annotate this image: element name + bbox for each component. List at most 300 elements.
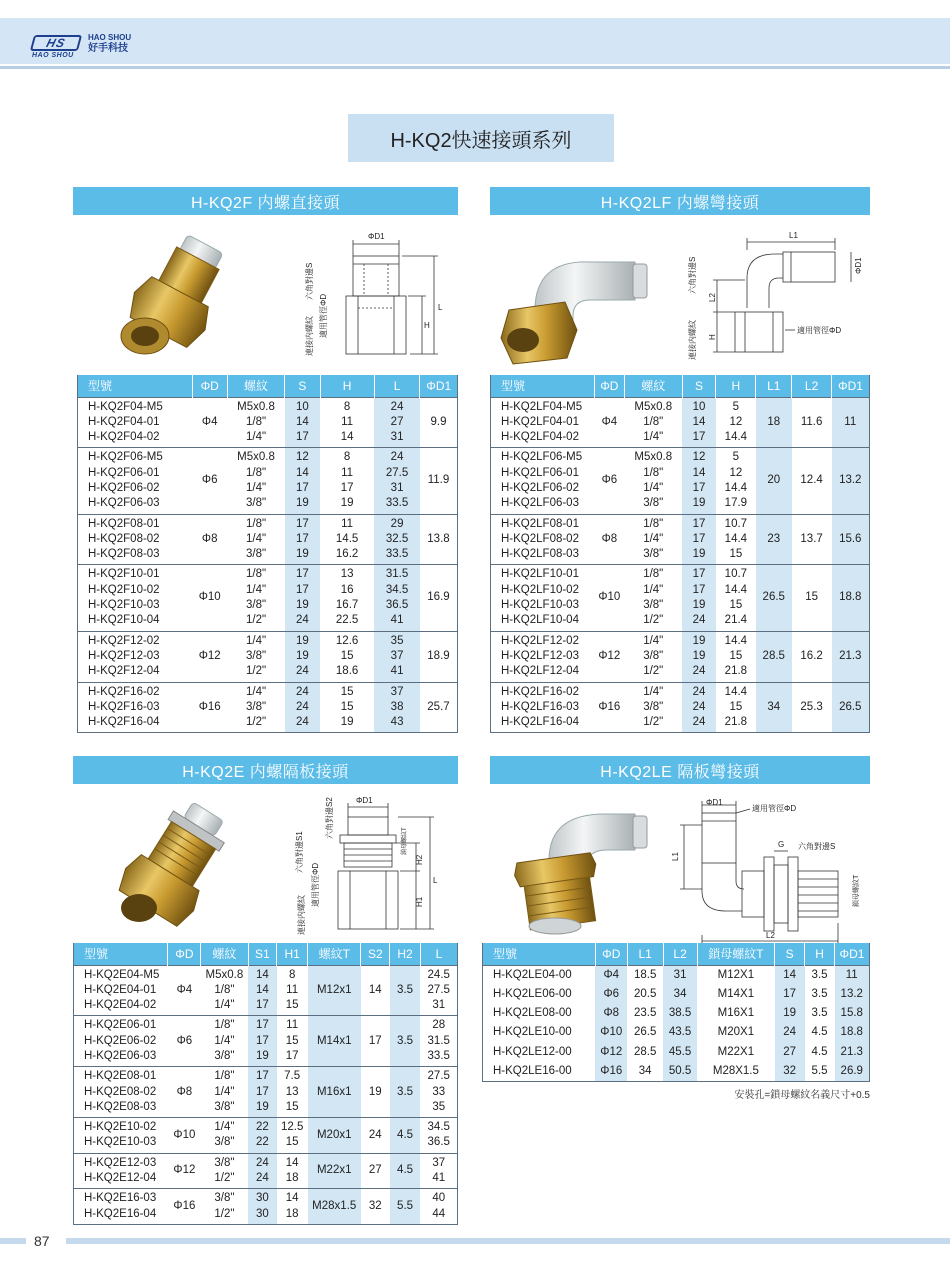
h-cell-line: 15	[729, 700, 743, 713]
thread-cell-line: 3/8"	[214, 1156, 235, 1169]
s-cell-line: 17	[295, 431, 309, 444]
kq2le-dim-l1: L1	[671, 852, 680, 861]
model-cell-line: H-KQ2F06-01	[88, 466, 160, 479]
model-cell-line: H-KQ2LF16-04	[501, 716, 579, 729]
s-cell	[682, 448, 716, 514]
l-cell-line: 29	[390, 517, 404, 530]
model-cell-line: H-KQ2LF04-M5	[501, 400, 583, 413]
kq2e-col-header: L	[420, 943, 457, 965]
s-cell-line: 24	[295, 685, 309, 698]
bore-cell: Φ4	[594, 397, 624, 448]
kq2le-dim-tube: 適用管徑ΦD	[752, 804, 797, 813]
bore-cell: Φ4	[192, 397, 227, 448]
model-cell-line: H-KQ2F08-03	[88, 548, 160, 561]
bore-cell: Φ16	[595, 1062, 627, 1082]
kq2e-col-header: 螺紋	[201, 943, 248, 965]
thread-cell-line: 1/8"	[245, 568, 267, 581]
s1-cell-line: 17	[255, 1034, 269, 1047]
nut-thread-cell: M14x1	[308, 1016, 361, 1067]
kq2f-dim-hex: 六角對邊S	[305, 262, 314, 300]
kq2e-spec-table	[73, 943, 458, 1225]
kq2le-col-header: H	[805, 943, 835, 965]
l2-cell: 34	[663, 985, 697, 1004]
h-cell-line: 11	[341, 517, 354, 530]
table-row	[491, 631, 870, 682]
table-row	[491, 514, 870, 565]
s-cell-line: 17	[692, 568, 706, 581]
l-cell-line: 41	[432, 1172, 446, 1185]
model-cell-line: H-KQ2E06-02	[84, 1034, 157, 1047]
l-cell-line: 28	[432, 1019, 446, 1032]
l-cell	[374, 397, 420, 448]
kq2f-col-header: H	[320, 375, 374, 397]
model-cell-line: H-KQ2E16-03	[84, 1192, 157, 1205]
thread-cell-line: 1/8"	[245, 466, 267, 479]
s1-cell-line: 19	[255, 1049, 269, 1062]
s-cell-line: 17	[295, 481, 309, 494]
l2-cell: 38.5	[663, 1004, 697, 1023]
s-cell	[285, 514, 320, 565]
thread-cell	[201, 1189, 248, 1225]
thread-cell-line: 1/4"	[214, 1121, 235, 1134]
model-cell-line: H-KQ2F04-02	[88, 431, 160, 444]
h1-cell	[277, 1189, 308, 1225]
model-cell-line: H-KQ2E08-02	[84, 1085, 157, 1098]
thread-cell	[624, 631, 682, 682]
l-cell-line: 34.5	[385, 583, 409, 596]
l-cell-line: 36.5	[385, 599, 409, 612]
kq2lf-col-header: S	[682, 375, 716, 397]
l-cell	[420, 1153, 457, 1189]
s-cell-line: 19	[692, 634, 706, 647]
d1-cell: 26.5	[832, 682, 870, 733]
h2-cell: 4.5	[390, 1153, 421, 1189]
model-cell-line: H-KQ2LF16-02	[501, 685, 579, 698]
model-cell-line: H-KQ2LF10-01	[501, 568, 579, 581]
thread-cell-line: M5x0.8	[634, 451, 673, 464]
l-cell	[374, 631, 420, 682]
footer-line-left	[0, 1238, 26, 1244]
kq2le-col-header: 型號	[483, 943, 596, 965]
thread-cell-line: 1/8"	[214, 1019, 235, 1032]
l1-cell: 18.5	[627, 965, 663, 985]
h1-cell-line: 15	[285, 1136, 299, 1149]
model-cell-line: H-KQ2F08-01	[88, 517, 160, 530]
s-cell-line: 24	[692, 700, 706, 713]
bore-cell: Φ16	[192, 682, 227, 733]
l-cell-line: 37	[390, 649, 404, 662]
s-cell-line: 17	[692, 532, 706, 545]
h-cell-line: 14.4	[724, 583, 748, 596]
model-cell-line: H-KQ2F10-04	[88, 614, 160, 627]
l-cell-line: 24	[390, 451, 404, 464]
h1-cell-line: 15	[285, 999, 299, 1012]
thread-cell-line: 1/8"	[643, 466, 664, 479]
model-cell-line: H-KQ2E04-01	[84, 983, 157, 996]
s-cell-line: 14	[295, 466, 309, 479]
model-cell-line: H-KQ2F04-01	[88, 415, 160, 428]
h-cell-line: 19	[340, 497, 354, 510]
kq2e-col-header: H2	[390, 943, 421, 965]
kq2e-col-header: ΦD	[168, 943, 201, 965]
l-cell-line: 33.5	[427, 1049, 450, 1062]
s1-cell-line: 24	[255, 1172, 269, 1185]
footer-line-right	[66, 1238, 950, 1244]
d1-cell: 21.3	[832, 631, 870, 682]
kq2le-col-header: ΦD	[595, 943, 627, 965]
thread-cell-line: 1/4"	[643, 481, 664, 494]
model-cell	[491, 682, 595, 733]
kq2e-dim-h2: H2	[415, 854, 424, 865]
s-cell-line: 19	[692, 649, 706, 662]
s-cell-line: 19	[295, 649, 309, 662]
s-cell-line: 19	[295, 599, 309, 612]
h-cell-line: 12	[729, 466, 743, 479]
thread-cell-line: 1/8"	[214, 1070, 235, 1083]
model-cell	[74, 1067, 168, 1118]
thread-cell-line: 1/8"	[245, 415, 267, 428]
h-cell-line: 14.4	[724, 685, 748, 698]
kq2le-col-header: L2	[663, 943, 697, 965]
s1-cell-line: 14	[255, 983, 269, 996]
kq2e-dim-hex2: 六角對邊S2	[325, 797, 334, 839]
h-cell-line: 14.5	[335, 532, 359, 545]
h-cell-line: 18.6	[335, 665, 359, 678]
h-cell-line: 15	[729, 599, 743, 612]
model-cell	[491, 397, 595, 448]
logo-sub: HAO SHOU	[32, 52, 74, 59]
s-cell-line: 17	[692, 517, 706, 530]
kq2lf-dim-hex: 六角對邊S	[688, 256, 697, 294]
l-cell-line: 31	[432, 999, 446, 1012]
kq2f-dim-tube: 適用管徑ΦD	[319, 293, 328, 338]
kq2le-dim-hex: 六角對邊S	[798, 842, 836, 851]
model-cell-line: H-KQ2E16-04	[84, 1207, 157, 1220]
s-cell-line: 14	[692, 466, 706, 479]
model-cell-line: H-KQ2LF16-03	[501, 700, 579, 713]
bore-cell: Φ10	[595, 1023, 627, 1042]
brand-en: HAO SHOU	[88, 33, 132, 42]
kq2e-header-row	[74, 943, 458, 965]
s-cell-line: 17	[295, 583, 309, 596]
l1-cell: 20.5	[633, 987, 657, 1000]
kq2e-dimension-drawing	[290, 795, 458, 940]
model-cell-line: H-KQ2E04-M5	[84, 968, 160, 981]
thread-cell	[624, 397, 682, 448]
model-cell-line: H-KQ2E08-03	[84, 1100, 157, 1113]
model-cell-line: H-KQ2F12-02	[88, 634, 160, 647]
section-title-kq2e: H-KQ2E 内螺隔板接頭	[73, 756, 458, 784]
h-cell-line: 12.6	[335, 634, 359, 647]
d1-cell: 11.9	[420, 448, 458, 514]
l-cell-line: 41	[390, 665, 404, 678]
thread-cell	[201, 1067, 248, 1118]
l-cell-line: 27.5	[427, 983, 450, 996]
h-cell: 4.5	[811, 1026, 828, 1039]
model-cell	[74, 1016, 168, 1067]
kq2le-col-header: S	[775, 943, 805, 965]
thread-cell-line: 1/2"	[643, 716, 664, 729]
l-cell-line: 34.5	[427, 1121, 450, 1134]
thread-cell	[624, 682, 682, 733]
thread-cell-line: 3/8"	[245, 649, 267, 662]
d1-cell: 9.9	[420, 397, 458, 448]
d1-cell: 11	[835, 965, 870, 985]
l1-cell: 28.5	[633, 1045, 657, 1058]
bore-cell: Φ10	[192, 565, 227, 631]
h-cell	[320, 631, 374, 682]
thread-cell-line: 1/8"	[643, 568, 664, 581]
h-cell-line: 17.9	[724, 497, 748, 510]
h1-cell-line: 15	[285, 1034, 299, 1047]
s-cell-line: 17	[692, 431, 706, 444]
kq2e-dim-tube: 適用管徑ΦD	[311, 862, 320, 907]
s-cell: 24	[775, 1023, 805, 1042]
thread-cell-line: 3/8"	[245, 548, 267, 561]
h1-cell-line: 11	[286, 983, 299, 996]
kq2f-spec-table	[77, 375, 458, 733]
l-cell	[374, 565, 420, 631]
bore-cell: Φ8	[595, 1004, 627, 1023]
thread-cell	[624, 448, 682, 514]
kq2le-dim-g: G	[778, 840, 785, 849]
l2-cell: 16.2	[792, 631, 832, 682]
h1-cell-line: 11	[286, 1019, 299, 1032]
model-cell: H-KQ2LE06-00	[493, 987, 572, 1000]
d1-cell: 13.8	[420, 514, 458, 565]
thread-cell	[227, 565, 284, 631]
thread-cell-line: 1/2"	[214, 1172, 235, 1185]
l-cell-line: 24.5	[427, 968, 450, 981]
s1-cell-line: 22	[255, 1121, 269, 1134]
d1-cell: 16.9	[420, 565, 458, 631]
kq2e-col-header: H1	[277, 943, 308, 965]
bore-cell: Φ6	[192, 448, 227, 514]
kq2lf-col-header: L1	[756, 375, 792, 397]
model-cell	[74, 1153, 168, 1189]
model-cell-line: H-KQ2F06-02	[88, 481, 160, 494]
kq2f-col-header: 螺紋	[227, 375, 284, 397]
model-cell-line: H-KQ2LF04-02	[501, 431, 579, 444]
thread-cell-line: 3/8"	[214, 1049, 235, 1062]
model-cell-line: H-KQ2LF06-03	[501, 497, 579, 510]
s2-cell: 27	[361, 1153, 390, 1189]
kq2lf-dim-l2: L2	[708, 293, 717, 302]
table-row	[78, 631, 458, 682]
model-cell	[78, 448, 193, 514]
thread-cell-line: 1/4"	[245, 634, 267, 647]
h-cell-line: 21.8	[724, 665, 748, 678]
model-cell-line: H-KQ2F16-02	[88, 685, 160, 698]
h-cell	[320, 397, 374, 448]
kq2lf-product-photo	[495, 240, 665, 370]
kq2lf-col-header: 型號	[491, 375, 595, 397]
h-cell-line: 14.4	[724, 481, 748, 494]
brand-logo	[32, 32, 132, 59]
model-cell	[491, 631, 595, 682]
thread-cell	[227, 514, 284, 565]
l2-cell: 31	[663, 965, 697, 985]
table-row	[483, 1023, 870, 1042]
h1-cell-line: 18	[285, 1172, 299, 1185]
h1-cell-line: 8	[288, 968, 296, 981]
nut-thread-cell: M12x1	[308, 965, 361, 1016]
thread-cell-line: 1/2"	[245, 614, 267, 627]
h-cell: 5.5	[811, 1064, 828, 1077]
s1-cell	[248, 1153, 277, 1189]
s-cell-line: 24	[295, 716, 309, 729]
l2-cell: 13.7	[792, 514, 832, 565]
h1-cell	[277, 965, 308, 1016]
model-cell-line: H-KQ2LF06-M5	[501, 451, 583, 464]
l-cell	[420, 1067, 457, 1118]
kq2le-dimension-drawing	[662, 795, 872, 945]
s1-cell	[248, 1189, 277, 1225]
thread-cell-line: 3/8"	[643, 497, 664, 510]
table-row	[74, 1118, 458, 1154]
l-cell	[420, 1118, 457, 1154]
model-cell-line: H-KQ2F16-03	[88, 700, 160, 713]
kq2lf-dim-thread: 連接内螺紋	[688, 320, 697, 360]
l-cell-line: 31.5	[427, 1034, 450, 1047]
s-cell-line: 24	[692, 614, 706, 627]
thread-cell-line: 3/8"	[214, 1192, 235, 1205]
model-cell: H-KQ2LE08-00	[493, 1007, 572, 1020]
kq2le-dim-d1: ΦD1	[706, 798, 723, 807]
thread-cell-line: 3/8"	[245, 599, 267, 612]
nut-thread-cell: M16x1	[308, 1067, 361, 1118]
h2-cell: 3.5	[390, 1016, 421, 1067]
model-cell-line: H-KQ2LF08-02	[501, 532, 579, 545]
bore-cell: Φ8	[192, 514, 227, 565]
h-cell-line: 13	[340, 568, 354, 581]
l-cell-line: 40	[432, 1192, 446, 1205]
thread-cell-line: 1/4"	[643, 685, 664, 698]
kq2lf-dim-tube: 適用管徑ΦD	[797, 326, 842, 335]
thread-cell-line: 1/2"	[643, 614, 664, 627]
h-cell: 3.5	[811, 987, 828, 1000]
h1-cell-line: 12.5	[280, 1121, 304, 1134]
bore-cell: Φ10	[594, 565, 624, 631]
h-cell	[320, 514, 374, 565]
model-cell-line: H-KQ2F12-04	[88, 665, 160, 678]
kq2e-dim-l: L	[433, 876, 438, 885]
d1-cell: 18.9	[420, 631, 458, 682]
table-row	[491, 397, 870, 448]
l1-cell: 26.5	[633, 1026, 657, 1039]
l-cell-line: 43	[390, 716, 404, 729]
bore-cell: Φ16	[168, 1189, 201, 1225]
s-cell	[285, 682, 320, 733]
thread-cell	[227, 631, 284, 682]
thread-cell	[201, 1118, 248, 1154]
s-cell: 17	[775, 985, 805, 1004]
bore-cell: Φ6	[594, 448, 624, 514]
s1-cell-line: 17	[255, 1070, 269, 1083]
d1-cell: 13.2	[832, 448, 870, 514]
bore-cell: Φ4	[168, 965, 201, 1016]
thread-cell-line: 1/4"	[245, 481, 267, 494]
thread-cell	[201, 1016, 248, 1067]
table-row	[78, 448, 458, 514]
thread-cell-line: 1/8"	[643, 517, 664, 530]
d1-cell: 18.8	[832, 565, 870, 631]
s1-cell-line: 30	[255, 1192, 269, 1205]
s1-cell-line: 30	[255, 1207, 269, 1220]
thread-cell	[227, 397, 284, 448]
model-cell-line: H-KQ2F06-03	[88, 497, 160, 510]
table-row	[483, 1043, 870, 1062]
kq2lf-col-header: L2	[792, 375, 832, 397]
l1-cell: 18	[756, 397, 792, 448]
nut-thread-cell: M22x1	[308, 1153, 361, 1189]
s-cell-line: 10	[692, 400, 706, 413]
kq2lf-dim-d1: ΦD1	[854, 257, 863, 274]
h-cell-line: 19	[340, 716, 354, 729]
kq2e-dim-h1: H1	[415, 896, 424, 907]
kq2f-col-header: S	[285, 375, 320, 397]
l-cell-line: 41	[390, 614, 404, 627]
h1-cell	[277, 1118, 308, 1154]
kq2le-dim-nut: 鎖母螺紋T	[853, 874, 860, 907]
thread-cell	[227, 448, 284, 514]
model-cell-line: H-KQ2E06-03	[84, 1049, 157, 1062]
kq2lf-spec-table	[490, 375, 870, 733]
h-cell-line: 21.4	[724, 614, 748, 627]
thread-cell-line: 1/4"	[643, 532, 664, 545]
s1-cell-line: 14	[255, 968, 269, 981]
d1-cell: 21.3	[835, 1043, 870, 1062]
kq2lf-col-header: 螺紋	[624, 375, 682, 397]
model-cell-line: H-KQ2E08-01	[84, 1070, 157, 1083]
thread-cell-line: M5x0.8	[205, 968, 244, 981]
table-row	[483, 985, 870, 1004]
h1-cell-line: 14	[285, 1192, 299, 1205]
model-cell	[78, 397, 193, 448]
section-title-kq2lf: H-KQ2LF 内螺彎接頭	[490, 187, 870, 215]
h1-cell-line: 14	[285, 1156, 299, 1169]
table-row	[483, 965, 870, 985]
kq2e-dim-nut: 鎖母螺紋T	[402, 827, 408, 855]
kq2lf-dim-h: H	[708, 334, 717, 340]
s-cell	[682, 565, 716, 631]
table-row	[74, 1153, 458, 1189]
h-cell-line: 14	[340, 431, 354, 444]
l-cell-line: 24	[390, 400, 404, 413]
kq2e-dim-thread: 連接内螺紋	[297, 895, 306, 935]
s-cell: 14	[775, 965, 805, 985]
d1-cell: 11	[832, 397, 870, 448]
thread-cell-line: 3/8"	[643, 599, 664, 612]
model-cell	[491, 565, 595, 631]
h1-cell-line: 7.5	[284, 1070, 301, 1083]
model-cell-line: H-KQ2LF08-03	[501, 548, 579, 561]
model-cell: H-KQ2LE10-00	[493, 1026, 572, 1039]
kq2f-col-header: L	[374, 375, 420, 397]
thread-cell-line: 1/2"	[245, 665, 267, 678]
nut-thread-cell: M28X1.5	[712, 1064, 759, 1077]
l-cell-line: 35	[432, 1100, 446, 1113]
header-band	[0, 18, 950, 64]
model-cell-line: H-KQ2LF06-02	[501, 481, 579, 494]
nut-thread-cell: M14X1	[717, 987, 755, 1000]
thread-cell-line: 1/8"	[245, 517, 267, 530]
thread-cell-line: 3/8"	[214, 1136, 235, 1149]
h-cell-line: 12	[729, 415, 743, 428]
l-cell-line: 44	[432, 1207, 446, 1220]
l1-cell: 23.5	[633, 1007, 657, 1020]
thread-cell	[201, 1153, 248, 1189]
